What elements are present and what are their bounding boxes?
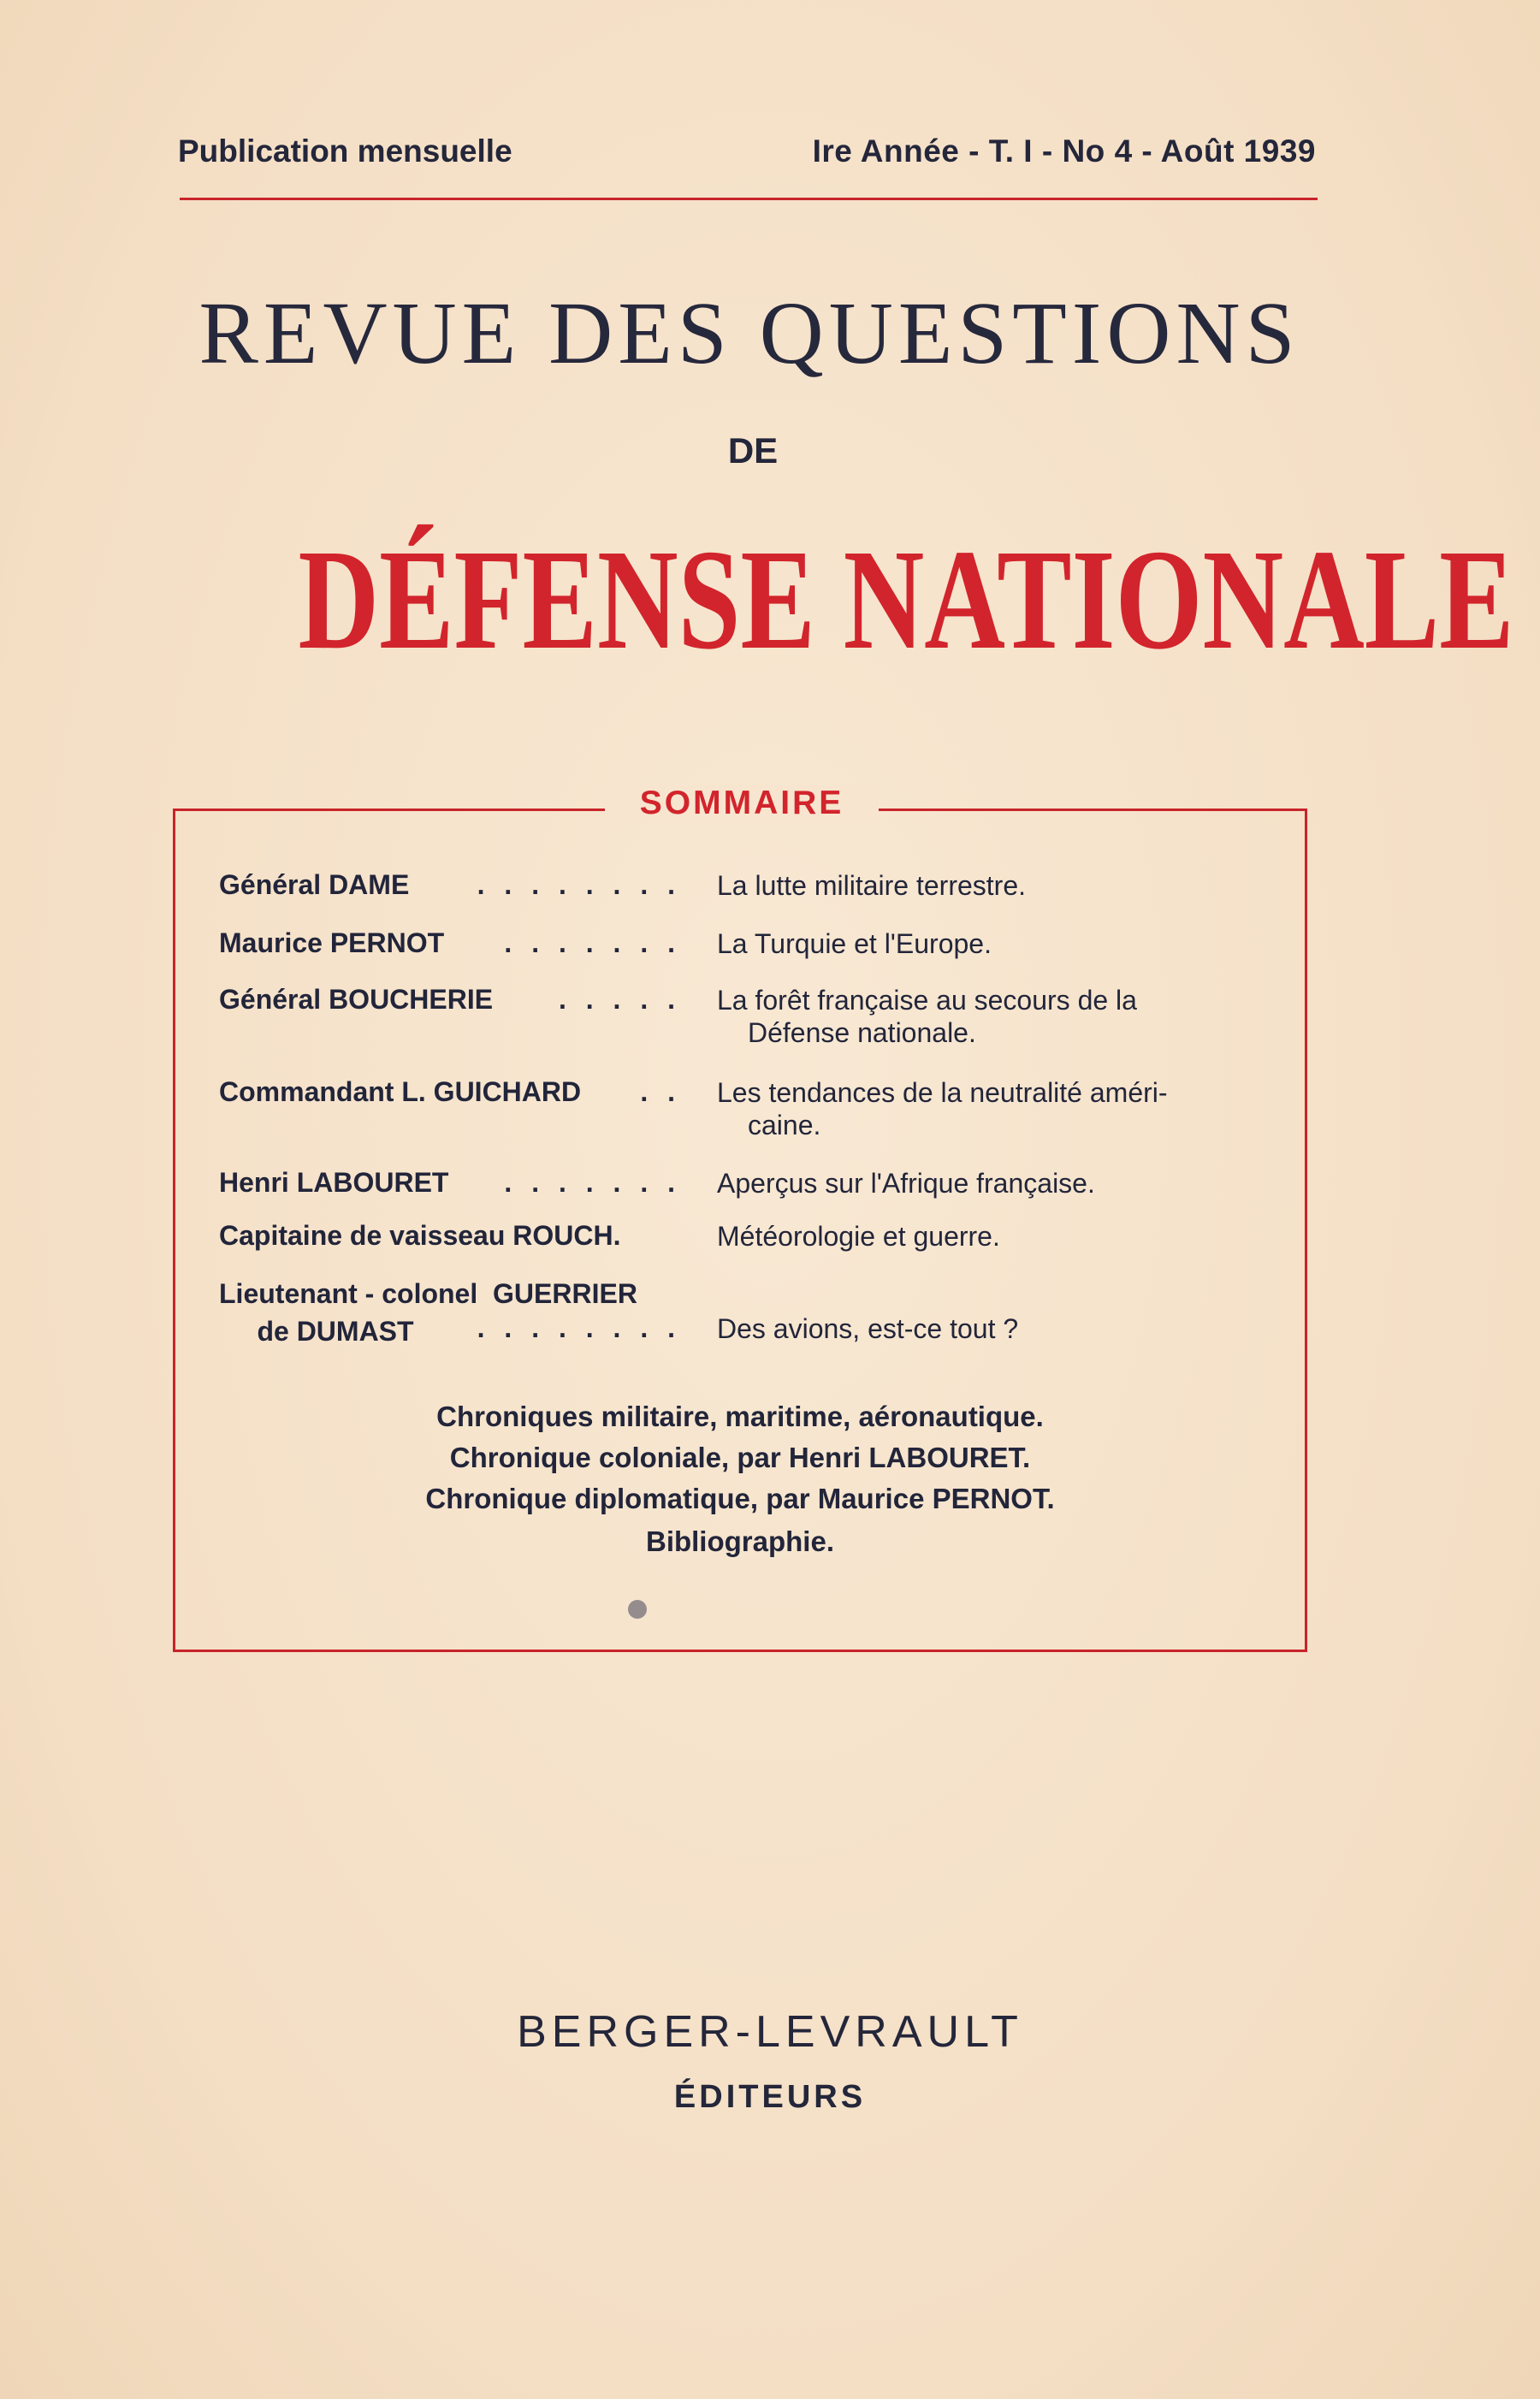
entry-author: Maurice PERNOT	[219, 927, 445, 958]
header-rule	[180, 198, 1318, 200]
entry-leaders: . . . . . . . .	[477, 869, 681, 900]
periodicity-label: Publication mensuelle	[178, 133, 512, 169]
issue-info: Ire Année - T. I - No 4 - Août 1939	[812, 133, 1316, 169]
entry-leaders: . . . . . . . .	[477, 1312, 681, 1343]
entry-article: La Turquie et l'Europe.	[717, 928, 992, 959]
entry-leaders: . . . . . . .	[504, 1167, 681, 1198]
entry-author: Général BOUCHERIE	[219, 984, 494, 1015]
chronicle-line: Bibliographie.	[645, 1525, 834, 1557]
chronicle-line: Chroniques militaire, maritime, aéronautique.	[436, 1401, 1044, 1432]
title-line-3: DÉFENSE NATIONALE	[298, 520, 1514, 679]
entry-author: Henri LABOURET	[219, 1167, 449, 1198]
title-line-2: DE	[727, 430, 779, 471]
chronicle-line: Chronique coloniale, par Henri LABOURET.	[449, 1442, 1031, 1473]
entry-article: La forêt française au secours de la Défense nationale.	[717, 985, 1137, 1048]
summary-heading: SOMMAIRE	[605, 785, 879, 822]
entry-author: Commandant L. GUICHARD	[219, 1076, 582, 1107]
entry-article: Aperçus sur l'Afrique française.	[717, 1168, 1095, 1199]
entry-article: La lutte militaire terrestre.	[717, 870, 1027, 901]
publisher-role: ÉDITEURS	[673, 2079, 867, 2115]
entry-leaders: . .	[640, 1076, 681, 1107]
publisher-name: BERGER-LEVRAULT	[517, 2007, 1023, 2057]
entry-author: Lieutenant - colonel GUERRIER de DUMAST	[219, 1278, 637, 1347]
chronicle-line: Chronique diplomatique, par Maurice PERNOT.	[425, 1483, 1055, 1514]
entry-author: Capitaine de vaisseau ROUCH.	[219, 1220, 621, 1251]
entry-author: Général DAME	[219, 869, 410, 900]
entry-article: Les tendances de la neutralité améri- caine.	[717, 1077, 1168, 1140]
entry-leaders: . . . . . . .	[504, 927, 681, 958]
entry-article: Des avions, est-ce tout ?	[717, 1313, 1019, 1344]
header-line	[178, 133, 1316, 185]
ornament-dot-icon	[628, 1600, 647, 1619]
entry-leaders: . . . . .	[558, 984, 681, 1015]
title-line-1: REVUE DES QUESTIONS	[198, 284, 1300, 382]
entry-article: Météorologie et guerre.	[717, 1221, 1000, 1252]
